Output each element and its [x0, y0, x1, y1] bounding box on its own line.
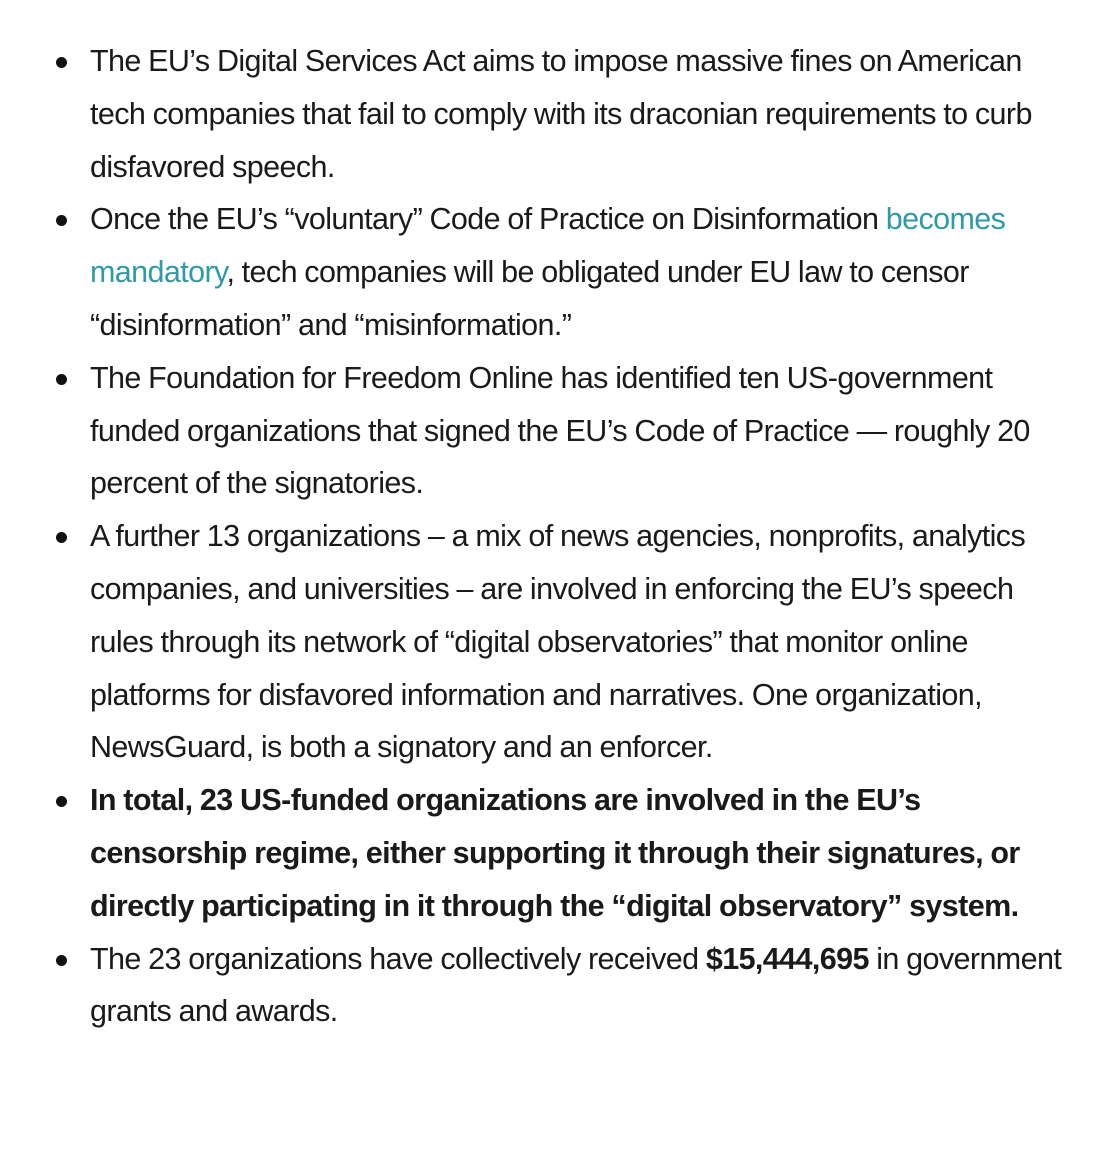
bullet-text: Once the EU’s “voluntary” Code of Practice on Disinformation: [90, 202, 886, 237]
bullet-text-bold: In total, 23 US-funded organizations are involved in the EU’s censorship regime, either supporting it through their signatures, or directly participating in it through the “digital observatory” system.: [90, 783, 1020, 923]
bullet-dot-icon: [56, 374, 67, 385]
bullet-item-signatories: [90, 352, 1070, 510]
bullet-text: in government grants and awards.: [90, 941, 1062, 1029]
bullet-dot-icon: [56, 796, 67, 807]
becomes-mandatory-link[interactable]: becomes mandatory: [90, 202, 1006, 290]
bullet-list: [0, 35, 1100, 1038]
bullet-text: , tech companies will be obligated under EU law to censor “disinformation” and “misinformation.”: [90, 255, 969, 342]
bullet-dot-icon: [56, 57, 67, 68]
bullet-item-total-organizations: [90, 774, 1070, 932]
bullet-text: The EU’s Digital Services Act aims to impose massive fines on American tech companies that fail to comply with its draconian requirements to curb disfavored speech.: [90, 44, 1032, 184]
bullet-dot-icon: [56, 532, 67, 543]
funding-amount: $15,444,695: [705, 941, 869, 976]
bullet-item-dsa-fines: [90, 35, 1070, 193]
bullet-dot-icon: [56, 215, 67, 226]
bullet-text: A further 13 organizations – a mix of news agencies, nonprofits, analytics companies, and universities – are involved in enforcing the EU’s speech rules through its network of “digital observatories” that monitor online platforms for disfavored information and narratives. One organization, NewsGuard, is both a signatory and an enforcer.: [90, 519, 1026, 765]
bullet-item-funding: [90, 933, 1070, 1039]
bullet-item-observatories: [90, 510, 1070, 774]
bullet-text: The 23 organizations have collectively received: [90, 941, 706, 976]
bullet-dot-icon: [56, 955, 67, 966]
bullet-item-code-of-practice: [90, 193, 1070, 351]
bullet-text: The Foundation for Freedom Online has identified ten US-government funded organizations that signed the EU’s Code of Practice — roughly 20 percent of the signatories.: [90, 360, 1030, 501]
